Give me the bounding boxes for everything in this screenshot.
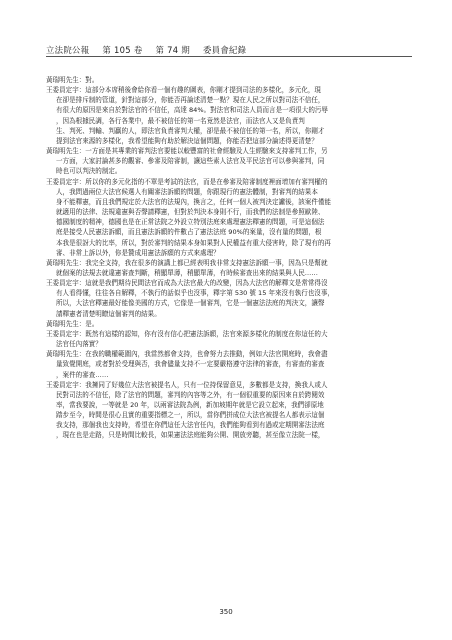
transcript-paragraph [46,329,412,349]
transcript-line: 黃瑞明先生：一方面是其專業的審判法官要能以較豐富的社會經驗及人生經驗來支持審判工作，另 [46,147,328,156]
transcript-body [46,75,412,441]
issue-label: 第 74 期 [155,45,191,55]
transcript-line: ，案件的審查…… [56,370,109,379]
journal-title: 立法院公報 [46,45,90,55]
transcript-paragraph [46,258,412,278]
transcript-paragraph [46,349,412,379]
transcript-line: 一方面，大家討論甚多的觀審、參審及陪審制，讓這些素人法官及平民法官可以參與審判，同 [56,157,325,166]
transcript-line: 王委員定宇：我擁同了好幾位大法官被提名人，只有一位持保留意見，多數都是支持，換我人或人 [46,380,328,389]
transcript-paragraph [46,75,412,85]
transcript-line: 量致覺開庭，或者對於受理與否，我會儘量支持不一定要嚴格遵守法律的審查，有審查的審查 [56,360,325,369]
transcript-line: 我支持，那個我也支持時，希望在你們這任大法官任內，我們能夠看到有過或定期開審法法庭 [56,421,325,430]
transcript-line: 德國制度的精神，德國也是在正常法院之外設立特別法庭來處理憲法釋憲的問題，可是這個法 [56,218,325,227]
transcript-paragraph [46,380,412,441]
transcript-line: 在卻是排斥制的管道，針對這部分，你能否再論述清楚一點？現在人民之所以對司法不信任， [56,96,325,105]
transcript-line: 踏步至今，時間是很心且實的重要指標之一，所以，當你們拼成位大法官被提名人都表示這個 [56,411,325,420]
transcript-line: 生、判死、判輸、判贏的人，即法官負責審判大權，卻是最不被信任的第一名，所以，你剛才 [56,126,325,135]
transcript-line: 本我是很訝大的比率，所以，對於審判的結果本身如果對人民權益有重大侵害時，除了現有的再 [56,238,331,247]
transcript-paragraph [46,85,412,146]
transcript-line: 時也可以判決的制定。 [56,167,122,176]
volume-label: 第 105 卷 [102,45,143,55]
transcript-line: 庭是接受人民憲法訴願，而且憲法訴願的件數占了憲法法庭 90%的案量，沒有量的問題，根 [56,228,322,237]
transcript-line: 身不能釋憲，而且我們規定於大法官的法規內，換言之，任何一個人被判決定讞後，該案件僅能 [56,197,331,206]
transcript-line: 審、非常上訴以外，你是贊成用憲法訴願的方式來處理？ [56,248,220,257]
page-header [46,44,406,56]
transcript-line: 率，當我要說，一等就是 20 年，以兩審法院為例，新加坡期年就是它設立起來，我們卻原地 [56,401,324,409]
page-number: 350 [219,608,233,616]
section-label: 委員會紀錄 [202,45,247,55]
transcript-paragraph [46,177,412,258]
transcript-line: 有人看得懂，往往各自解釋，不執行的話似乎也沒事，釋字第 530 號 15 年來沒有執行也沒事， [56,289,334,298]
transcript-line: 所以，大法官釋憲最好能像美國的方式，它像是一個審判，它是一個憲法法庭的判決文，讓聲 [56,299,325,308]
transcript-line: 民對司法的不信任，除了法官的問題，審判的內容等之外，有一個很重要的原因來自於跨閱效 [56,390,325,399]
transcript-line: 有很大的原因是來自於對法官的不信任，高達 84%。對法官和司法人員而言是一項很大的污辱 [56,106,328,115]
transcript-line: ，因為根據民調，各行各業中，最不被信任的第一名竟然是法官，而法官人又是負責判 [56,116,305,125]
transcript-line: 王委員定宇：這部分本席稍後會給你看一個有趣的圖表，你剛才提到司法的多樣化，多元化，現 [46,86,321,95]
transcript-paragraph [46,278,412,319]
transcript-paragraph [46,146,412,176]
transcript-line: 就適用的法律、法規違憲與否聲請釋憲，但對於判決本身則不行，而我們的法制是參照歐陸、 [56,208,325,217]
transcript-line: 黃瑞明先生：是。 [46,319,99,328]
transcript-line: 法官任內落實？ [56,340,102,349]
transcript-paragraph [46,319,412,329]
transcript-line: ，現在也是走路，只是時間比較長，如果憲法法庭能夠公開、開放旁聽，甚至像立法院一樣， [56,431,325,440]
header-divider [46,56,412,57]
transcript-line: 王委員定宇：所以你的多元化指的不單是考試的法官，而是在參審及陪審制度裡面增加有審判權的 [46,177,328,186]
transcript-line: 黃瑞明先生：在我的職權範圍內，我當然都會支持，也會努力去推動，例如大法官開庭時，我會盡 [46,350,328,359]
transcript-line: 人，我問過兩位大法官候選人有關審法訴願的問題，你跟現行的憲法體制，對審判的結果本 [56,187,318,196]
transcript-line: 王委員定宇：既然有這樣的認知，你有沒有信心把憲法訴願，法官來源多樣化的制度在你這任的大 [46,329,328,338]
transcript-line: 請釋憲者清楚明瞭這個審判的結果。 [56,309,161,318]
transcript-line: 就個案的法規去就違憲審查判斷，稍顯單薄，稍顯單薄，有時候審查出來的結果與人民…… [56,268,318,277]
transcript-line: 黃瑞明先生：對。 [46,76,99,84]
transcript-line: 黃瑞明先生：我完全支持，我在很多的演講上都已經表明我非常支持憲法訴願一事，因為只是幫就 [46,258,328,267]
transcript-line: 王委員定宇：這就是我們期待民間法官而成為大法官最大的改變，因為大法官的解釋文是常常得沒 [46,279,328,288]
transcript-line: 提到法官來源的多樣化，我希望能夠有助於解決這個問題，你能否把這部分論述得更清楚？ [56,136,318,145]
